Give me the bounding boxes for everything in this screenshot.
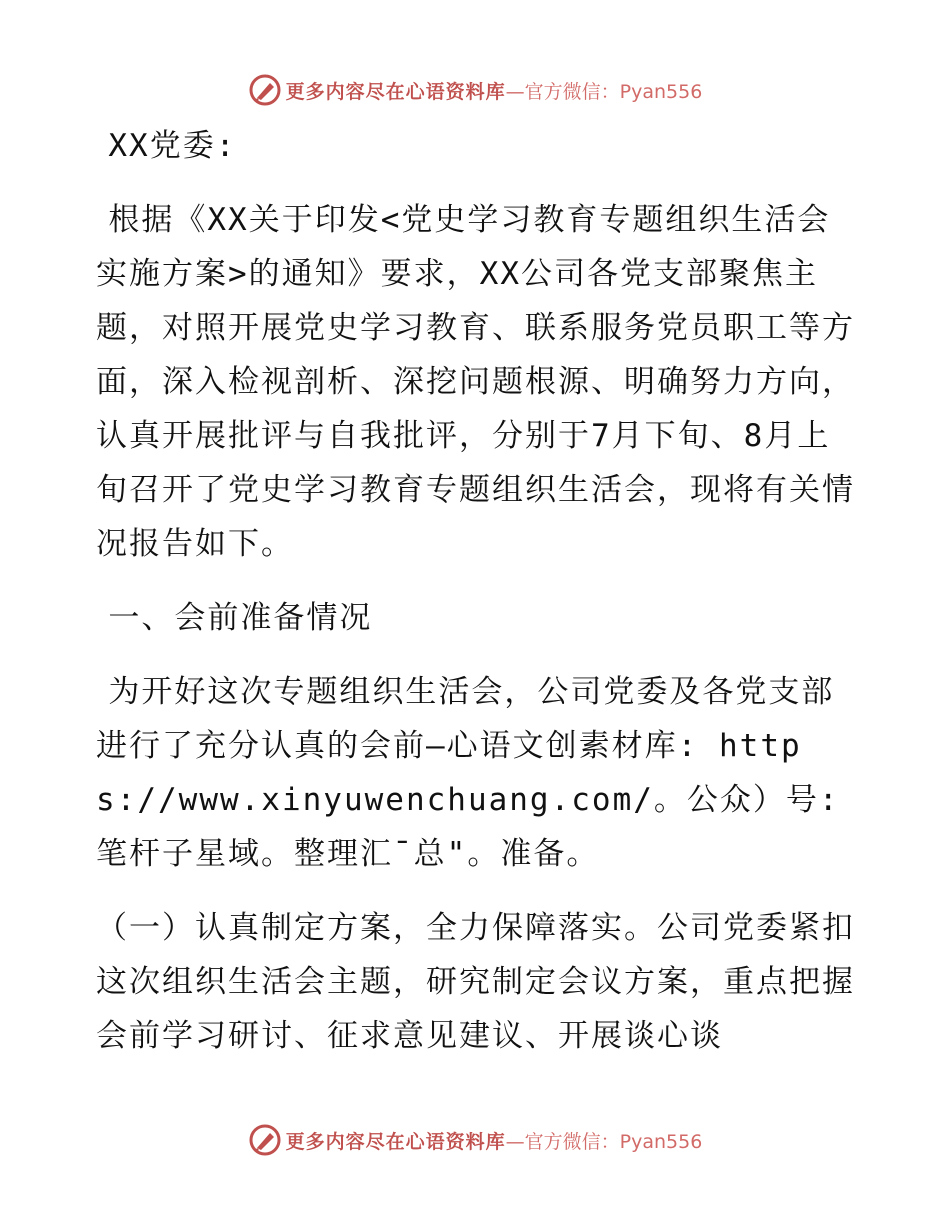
paragraph-subsection-1: （一）认真制定方案，全力保障落实。公司党委紧扣这次组织生活会主题，研究制定会议方案，重点把握会前学习研讨、征求意见建议、开展谈心谈 [96, 910, 855, 1054]
header-official-label: —官方微信：Pyan556 [505, 80, 703, 103]
paragraph-preparation: 为开好这次专题组织生活会，公司党委及各党支部进行了充分认真的会前—心语文创素材库: https://www.xinyuwenchuang.com/。公众）号: 笔杆子星域。整理汇¯总"。准备。 [96, 674, 840, 872]
footer-official-label: —官方微信：Pyan556 [505, 1130, 703, 1153]
pen-logo-icon [248, 73, 282, 107]
header-site-name: 更多内容尽在心语资料库 [285, 80, 506, 103]
paragraph-intro: 根据《XX关于印发<党史学习教育专题组织生活会实施方案>的通知》要求，XX公司各党支部聚焦主题，对照开展党史学习教育、联系服务党员职工等方面，深入检视剖析、深挖问题根源、明确努力方向，认真开展批评与自我批评，分别于7月下旬、8月上旬召开了党史学习教育专题组织生活会，现将有关情况报告如下。 [96, 202, 855, 562]
footer-site-name: 更多内容尽在心语资料库 [285, 1130, 506, 1153]
salutation: XX党委: [108, 128, 237, 164]
section-heading: 一、会前准备情况 [108, 600, 373, 636]
footer-banner [0, 1120, 950, 1160]
pen-logo-icon [248, 1123, 282, 1157]
document-body [96, 119, 856, 1083]
header-banner [0, 70, 950, 110]
